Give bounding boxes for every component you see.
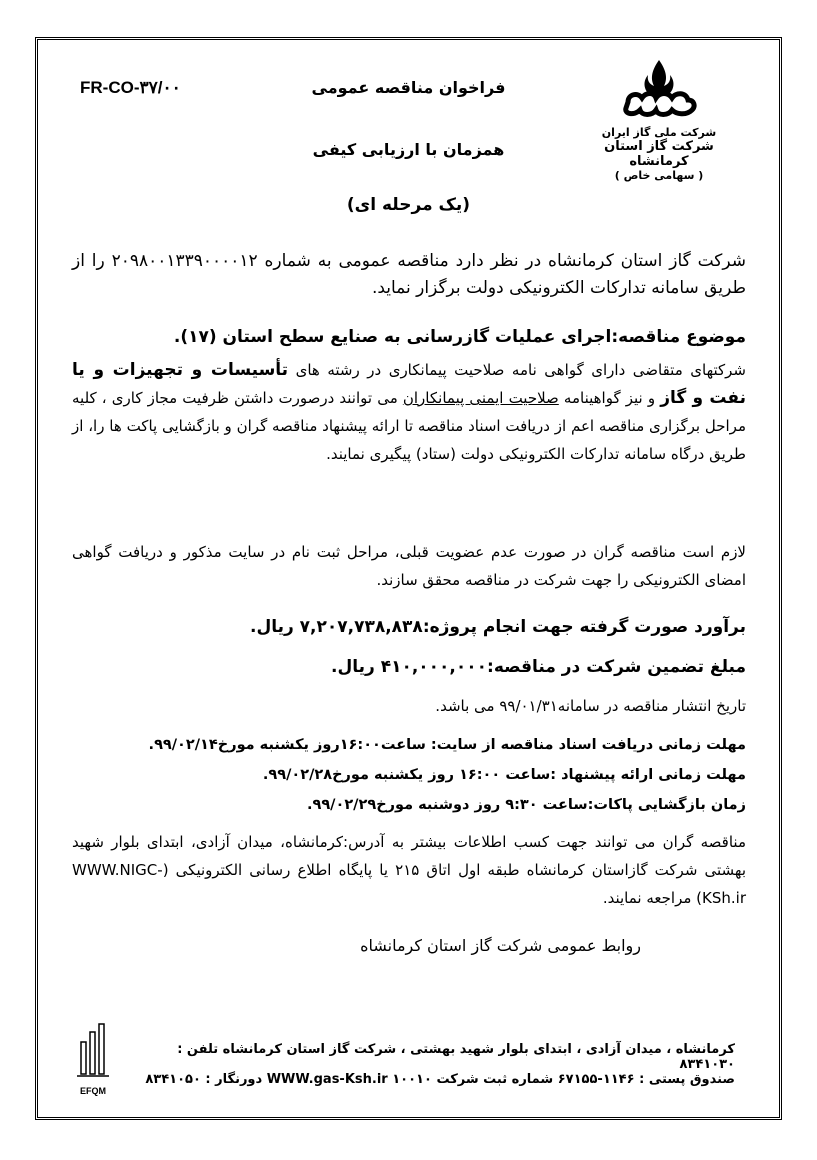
logo-line-1: شرکت ملی گاز ایران [601,126,717,139]
company-logo [589,58,729,182]
footer-contact: صندوق پستی : ۱۱۴۶-۶۷۱۵۵ شماره ثبت شرکت ۱۰۰۱۰ WWW.gas-Ksh.ir دورنگار : ۸۳۴۱۰۵۰ [145,1072,735,1087]
contact-text: مناقصه گران می توانند جهت کسب اطلاعات بیشتر به آدرس:کرمانشاه، میدان آزادی، ابتدای بلوار شهید بهشتی شرکت گازاستان کرمانشاه طبقه اول اتاق ۲۱۵ یا پایگاه اطلاع رسانی الکترونیکی (WWW.NIGC-KSh.ir) مراجعه نمایند. [72,833,746,907]
eligibility-part-e: می توانند درصورت داشتن ظرفیت مجاز کاری ، کلیه مراحل برگزاری مناقصه اعم از دریافت اسناد مناقصه تا ارائه پیشنهاد مناقصه گران و بازگشایی پاکت ها را، از طریق درگاه سامانه تدارکات الکترونیکی دولت (ستاد) پیگیری نمایند. [72,389,746,463]
deadline-offer: مهلت زمانی ارائه پیشنهاد :ساعت ۱۶:۰۰ روز یکشنبه مورخ۹۹/۰۲/۲۸. [262,767,746,783]
efqm-label: EFQM [80,1086,106,1096]
guarantee-amount: مبلغ تضمین شرکت در مناقصه:۴۱۰,۰۰۰,۰۰۰ ریال. [331,657,746,677]
tender-subject: موضوع مناقصه:اجرای عملیات گازرسانی به صنایع سطح استان (۱۷). [173,327,746,347]
efqm-logo [68,1020,118,1096]
eligibility-part-a: شرکتهای متقاضی دارای گواهی نامه صلاحیت پیمانکاری در رشته های [288,361,746,379]
deadlines-block [72,730,746,820]
eligibility-text [72,356,746,468]
guarantee-block [72,654,746,681]
eligibility-paragraph [72,356,746,468]
signature: روابط عمومی شرکت گاز استان کرمانشاه [360,936,641,955]
safety-certificate: صلاحیت ایمنی پیمانکاران [402,389,559,407]
logo-line-2: شرکت گاز استان کرمانشاه [604,139,714,169]
intro-paragraph [72,248,746,302]
publish-date: تاریخ انتشار مناقصه در سامانه۹۹/۰۱/۳۱ می باشد. [435,697,746,715]
document-title: فراخوان مناقصه عمومی [311,78,506,97]
eligibility-fields: تأسیسات و تجهیزات و یا نفت و گاز [72,360,746,408]
flame-logo-icon [616,58,702,124]
document-stage: (یک مرحله ای) [346,195,471,215]
registration-text: لازم است مناقصه گران در صورت عدم عضویت قبلی، مراحل ثبت نام در سایت مذکور و دریافت گواهی امضای الکترونیکی را جهت شرکت در مناقصه محقق سازند. [72,543,746,589]
document-subtitle: همزمان با ارزیابی کیفی [312,140,505,159]
contact-paragraph [72,828,746,912]
publish-block [72,692,746,720]
subject-block [72,324,746,351]
project-estimate: برآورد صورت گرفته جهت انجام پروژه:۷,۲۰۷,۷۳۸,۸۳۸ ریال. [249,617,746,637]
intro-text: شرکت گاز استان کرمانشاه در نظر دارد مناقصه عمومی به شماره ۲۰۹۸۰۰۱۳۳۹۰۰۰۰۱۲ را از طریق سامانه تدارکات الکترونیکی دولت برگزار نماید. [72,251,746,298]
opening-time: زمان بازگشایی پاکات:ساعت ۹:۳۰ روز دوشنبه مورخ۹۹/۰۲/۲۹. [306,797,746,813]
estimate-block [72,614,746,641]
deadline-documents: مهلت زمانی دریافت اسناد مناقصه از سایت: ساعت۱۶:۰۰روز یکشنبه مورخ۹۹/۰۲/۱۴. [148,737,746,753]
eligibility-part-c: و نیز گواهینامه [558,389,661,407]
footer-address: کرمانشاه ، میدان آزادی ، ابتدای بلوار شهید بهشتی ، شرکت گاز استان کرمانشاه تلفن : ۸۳۴۱۰۳۰ [177,1042,735,1072]
logo-line-3: ( سهامی خاص ) [614,169,704,182]
form-code: FR-CO-۳۷/۰۰ [80,78,181,97]
efqm-emblem-icon [73,1020,113,1080]
registration-paragraph [72,538,746,594]
